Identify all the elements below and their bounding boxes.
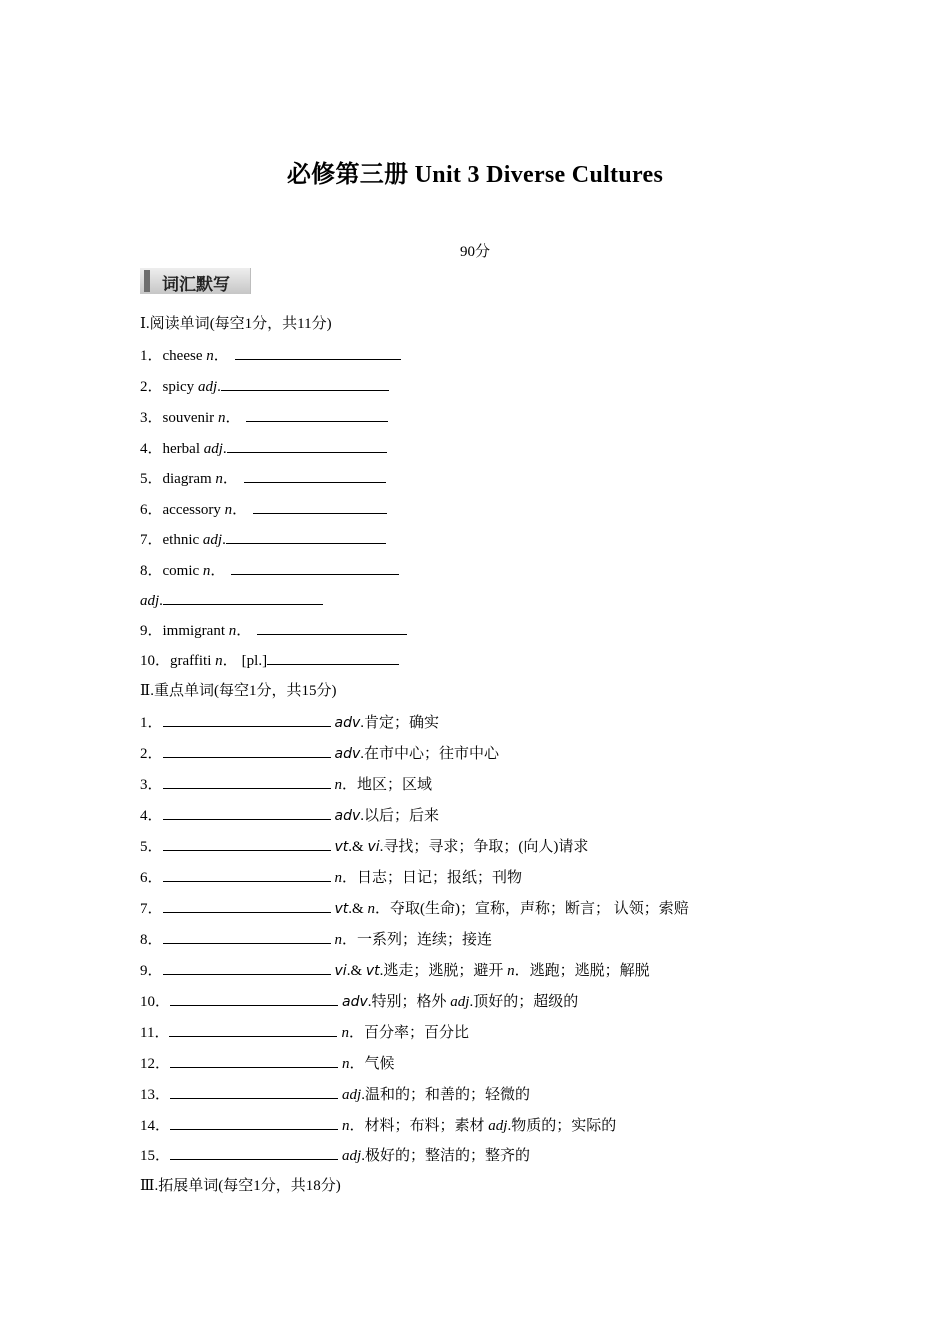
answer-blank[interactable] <box>227 437 387 453</box>
answer-blank[interactable] <box>235 344 401 360</box>
key-word-13: 13． adj.温和的；和善的；轻微的 <box>140 1083 530 1105</box>
key-word-3: 3． n．地区；区域 <box>140 773 432 795</box>
answer-blank[interactable] <box>244 467 386 483</box>
key-word-15: 15． adj.极好的；整洁的；整齐的 <box>140 1144 530 1166</box>
answer-blank[interactable] <box>163 928 331 944</box>
key-word-9: 9． vi.& vt.逃走；逃脱；避开 n．逃跑；逃脱；解脱 <box>140 959 650 981</box>
reading-item-3: 3．souvenir n． <box>140 406 388 428</box>
section2-heading: Ⅱ.重点单词(每空1分，共15分) <box>140 683 337 699</box>
key-word-7: 7． vt.& n．夺取(生命)；宣称，声称；断言； 认领；索赔 <box>140 897 689 919</box>
reading-item-8: 8．comic n． <box>140 559 399 581</box>
banner-text: 词汇默写 <box>162 275 230 295</box>
reading-item-4: 4．herbal adj. <box>140 437 387 459</box>
reading-item-5: 5．diagram n． <box>140 467 386 489</box>
answer-blank[interactable] <box>163 959 331 975</box>
answer-blank[interactable] <box>231 559 399 575</box>
answer-blank[interactable] <box>170 990 338 1006</box>
reading-item-7: 7．ethnic adj. <box>140 528 386 550</box>
reading-item-8-adj: adj. <box>140 589 323 611</box>
reading-item-2: 2．spicy adj. <box>140 375 389 397</box>
answer-blank[interactable] <box>163 866 331 882</box>
answer-blank[interactable] <box>170 1114 338 1130</box>
section3-heading: Ⅲ.拓展单词(每空1分，共18分) <box>140 1178 341 1194</box>
answer-blank[interactable] <box>246 406 388 422</box>
answer-blank[interactable] <box>163 711 331 727</box>
section-banner <box>140 268 251 294</box>
answer-blank[interactable] <box>163 742 331 758</box>
key-word-8: 8． n．一系列；连续；接连 <box>140 928 492 950</box>
section1-heading: Ⅰ.阅读单词(每空1分，共11分) <box>140 316 332 332</box>
key-word-4: 4． adv.以后；后来 <box>140 804 439 826</box>
score-label: 90分 <box>459 244 490 260</box>
answer-blank[interactable] <box>163 773 331 789</box>
banner-bar <box>144 270 150 292</box>
answer-blank[interactable] <box>163 804 331 820</box>
answer-blank[interactable] <box>226 528 386 544</box>
answer-blank[interactable] <box>267 649 399 665</box>
answer-blank[interactable] <box>163 589 323 605</box>
answer-blank[interactable] <box>221 375 389 391</box>
key-word-14: 14． n．材料；布料；素材 adj.物质的；实际的 <box>140 1114 616 1136</box>
key-word-10: 10． adv.特别；格外 adj.顶好的；超级的 <box>140 990 578 1012</box>
answer-blank[interactable] <box>169 1021 337 1037</box>
reading-item-6: 6．accessory n． <box>140 498 387 520</box>
key-word-12: 12． n．气候 <box>140 1052 395 1074</box>
answer-blank[interactable] <box>163 897 331 913</box>
answer-blank[interactable] <box>170 1083 338 1099</box>
answer-blank[interactable] <box>163 835 331 851</box>
reading-item-9: 9．immigrant n． <box>140 619 407 641</box>
answer-blank[interactable] <box>170 1052 338 1068</box>
key-word-2: 2． adv.在市中心；往市中心 <box>140 742 499 764</box>
key-word-5: 5． vt.& vi.寻找；寻求；争取；(向人)请求 <box>140 835 588 857</box>
key-word-11: 11． n．百分率；百分比 <box>140 1021 469 1043</box>
answer-blank[interactable] <box>253 498 387 514</box>
key-word-1: 1． adv.肯定；确实 <box>140 711 439 733</box>
key-word-6: 6． n．日志；日记；报纸；刊物 <box>140 866 522 888</box>
reading-item-10: 10．graffiti n． [pl.] <box>140 649 399 671</box>
answer-blank[interactable] <box>257 619 407 635</box>
answer-blank[interactable] <box>170 1144 338 1160</box>
page-title: 必修第三册 Unit 3 Diverse Cultures <box>286 162 664 188</box>
reading-item-1: 1．cheese n． <box>140 344 401 366</box>
